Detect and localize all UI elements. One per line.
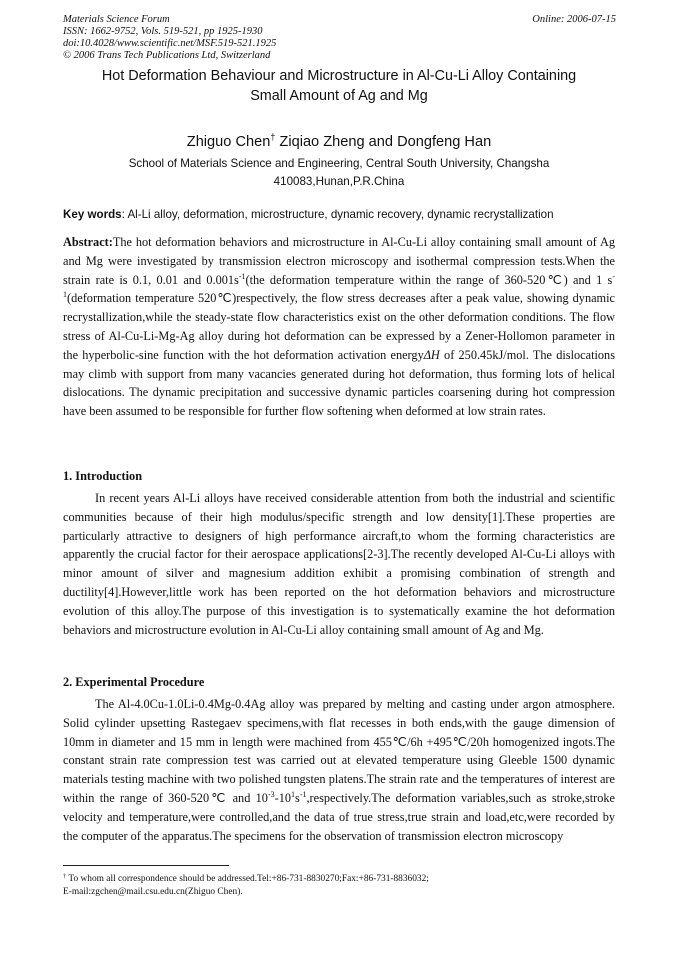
affiliation-line-2: 410083,Hunan,P.R.China xyxy=(273,175,405,188)
introduction-paragraph: In recent years Al-Li alloys have received considerable attention from both the industrial and scientific communities because of their high modulus/specific strength and low density[1].These properties are particularly attractive to designers of high performance aircraft,to whom the forming characteristics are apparently the crucial factor for their aerospace applications[2-3].The recently developed Al-Cu-Li alloys with minor amount of silver and magnesium addition exhibit a promising combination of strength and ductility[4].However,little work has been reported on the hot deformation behaviors and microstructure evolution of this alloy.The purpose of this investigation is to systematically examine the hot deformation behaviors and microstructure evolution in Al-Cu-Li alloy containing small amount of Ag and Mg. xyxy=(63,491,615,637)
abstract xyxy=(63,233,615,421)
abstract-text-4: of 250.45kJ/mol. The dislocations may climb with support from many vacancies generated during hot deformation, thus forming lots of helical dislocations. The dynamic precipitation and successive dynamic particles coarsening during hot compression have been assumed to be responsible for further flow softening when deformed at low strain rates. xyxy=(63,347,615,419)
paper-title xyxy=(40,66,638,106)
issn-line: ISSN: 1662-9752, Vols. 519-521, pp 1925-1930 xyxy=(63,26,263,37)
exp-text-3: s xyxy=(295,790,300,805)
abstract-text-1: The hot deformation behaviors and microstructure in Al-Cu-Li alloy containing small amount of Ag and Mg were investigated by transmission electron microscopy and isothermal compression tests.When the strain rate is 0.1, 0.01 and 0.001s xyxy=(63,235,615,287)
affiliation-line-1: School of Materials Science and Engineering, Central South University, Changsha xyxy=(128,157,550,170)
abstract-text-3: (deformation temperature 520℃)respectively, the flow stress decreases after a peak value, showing dynamic recrystallization,while the steady-state flow characteristics exist on the other deformation conditions. The flow stress of Al-Cu-Li-Mg-Ag alloy during hot deformation can be expressed by a Zener-Hollomon parameter in the hyperbolic-sine function with the hot deformation activation energy xyxy=(63,291,615,362)
doi-line[interactable]: doi:10.4028/www.scientific.net/MSF.519-521.1925 xyxy=(63,38,277,49)
footnote xyxy=(63,870,623,899)
footnote-divider xyxy=(63,865,229,866)
footnote-line-2: E-mail:zgchen@mail.csu.edu.cn(Zhiguo Chen). xyxy=(63,887,243,897)
copyright-line: © 2006 Trans Tech Publications Ltd, Switzerland xyxy=(63,50,271,61)
journal-name: Materials Science Forum xyxy=(63,14,170,25)
abstract-sup-2: -1 xyxy=(63,271,615,300)
author-first: Zhiguo Chen xyxy=(186,134,271,150)
experimental-paragraph xyxy=(63,695,615,845)
keywords-label: Key words xyxy=(63,208,122,221)
affiliation xyxy=(80,155,598,191)
exp-text-2: -10 xyxy=(274,790,292,805)
footnote-text-1: To whom all correspondence should be addressed.Tel:+86-731-8830270;Fax:+86-731-8836032; xyxy=(66,874,429,884)
exp-text-4: ,respectively.The deformation variables,such as stroke,stroke velocity and temperature,were controlled,and the data of true stress,true strain and load,etc,were recorded by the computer of the apparatus.The specimens for the observation of transmission electron microscopy xyxy=(63,790,615,843)
author-list xyxy=(40,128,638,151)
exp-sup-1: -3 xyxy=(267,789,275,799)
footnote-mark: † xyxy=(63,873,67,880)
abstract-text-2: (the deformation temperature within the range of 360-520℃) and 1 s xyxy=(245,272,613,287)
footnote-marker: † xyxy=(270,132,276,142)
exp-sup-2: 1 xyxy=(291,789,296,799)
footnote-line-1 xyxy=(63,870,623,886)
abstract-label: Abstract: xyxy=(63,235,113,249)
author-rest: Ziqiao Zheng and Dongfeng Han xyxy=(275,134,492,150)
abstract-sup-1: -1 xyxy=(238,271,246,281)
title-line-2: Small Amount of Ag and Mg xyxy=(250,88,428,104)
title-line-1: Hot Deformation Behaviour and Microstructure in Al-Cu-Li Alloy Containing xyxy=(101,68,577,84)
section-heading-experimental: 2. Experimental Procedure xyxy=(63,675,205,689)
online-date: Online: 2006-07-15 xyxy=(532,14,616,25)
section-heading-introduction: 1. Introduction xyxy=(63,469,143,483)
keywords-text: : Al-Li alloy, deformation, microstructure, dynamic recovery, dynamic recrystallization xyxy=(121,208,554,221)
keywords xyxy=(63,207,618,223)
activation-energy-symbol: ΔH xyxy=(423,347,440,362)
journal-header xyxy=(63,14,483,62)
exp-sup-3: -1 xyxy=(299,789,307,799)
exp-text-1: The Al-4.0Cu-1.0Li-0.4Mg-0.4Ag alloy was prepared by melting and casting under argon atmosphere. Solid cylinder upsetting Rastegaev specimens,with flat recesses in both ends,with the gauge dimension of 10mm in diameter and 15 mm in length were machined from 455℃/6h +495℃/20h homogenized ingots.The constant strain rate compression test was carried out at elevated temperature using Gleeble 1500 dynamic materials testing machine with two polished tungsten platens.The strain rate and the temperatures of interest are within the range of 360-520℃ and 10 xyxy=(63,697,615,805)
